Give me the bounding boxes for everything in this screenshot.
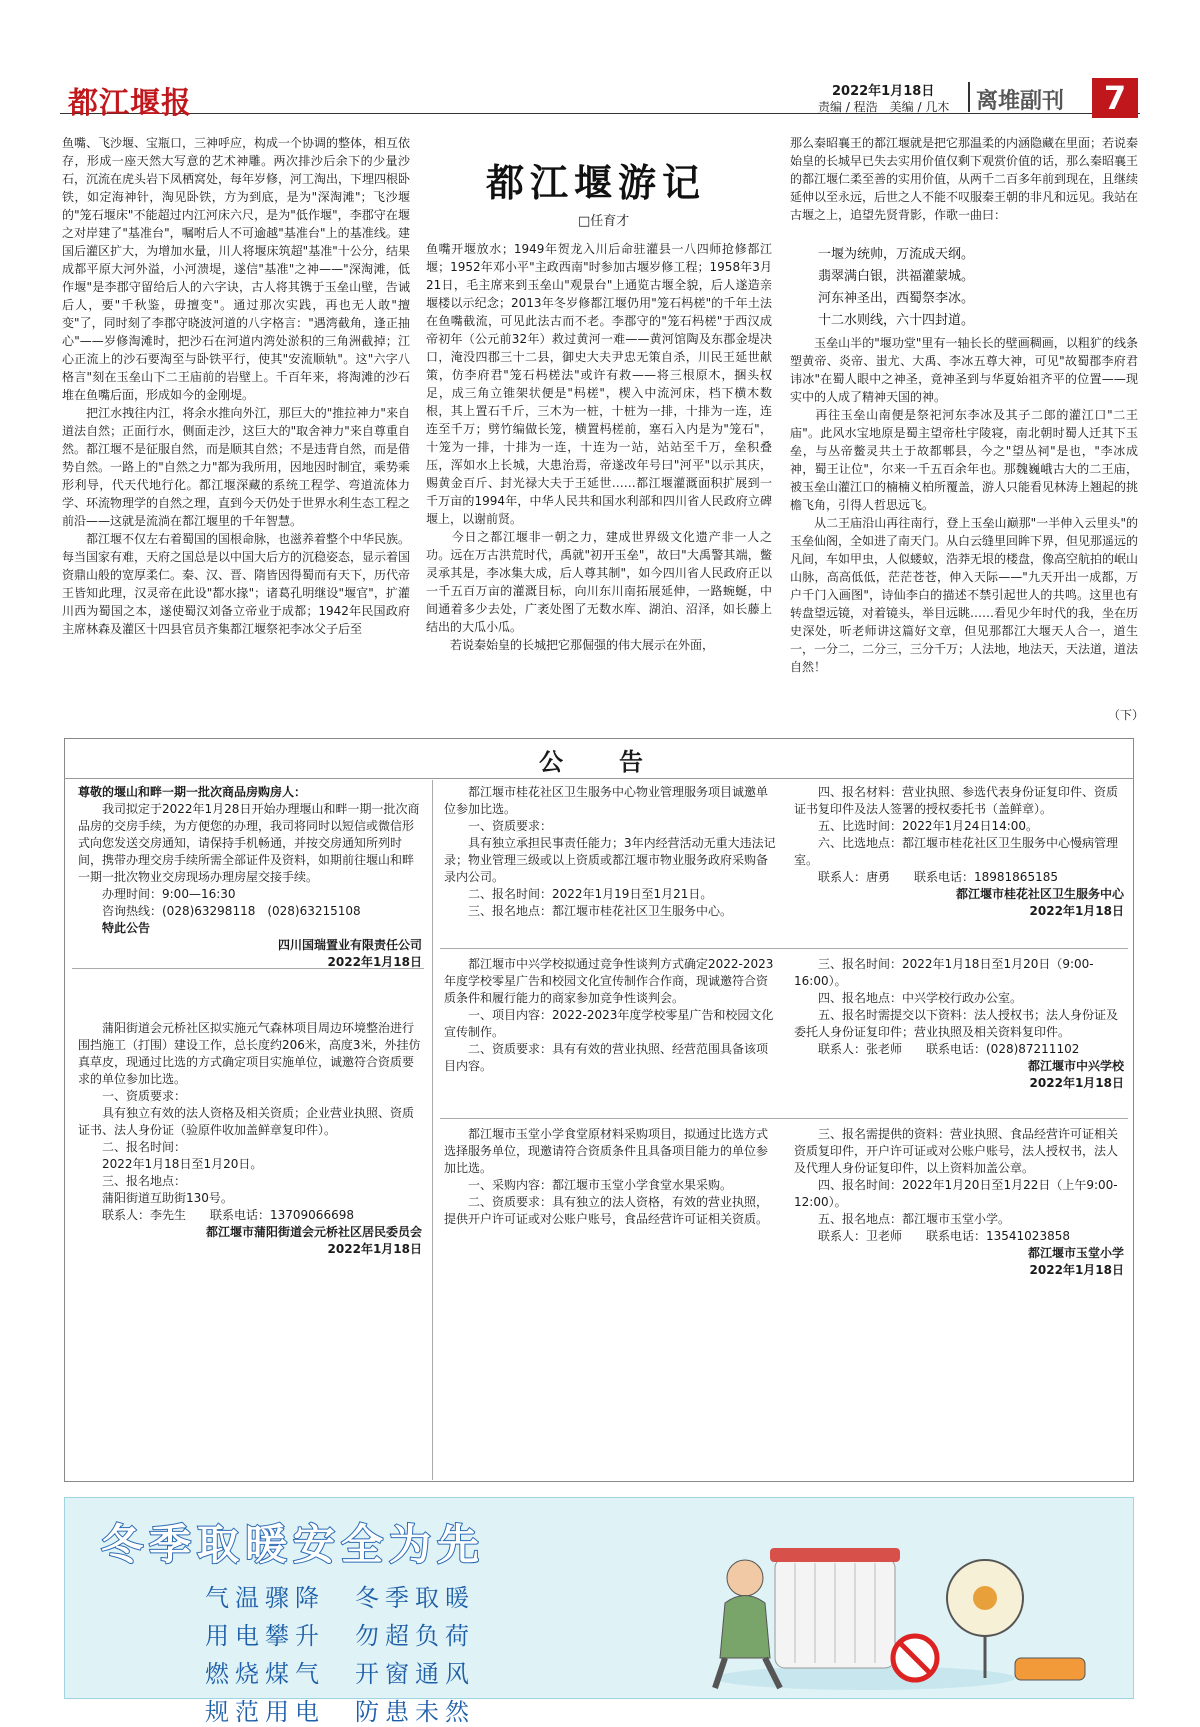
notice-property-mgmt-b — [794, 784, 1124, 920]
notice-req: 具有独立有效的法人资格及相关资质；企业营业执照、资质证书、法人身份证（验原件收加盖鲜章复印件）。 — [78, 1106, 415, 1137]
article-title: 都江堰游记 — [486, 160, 707, 205]
notice-date: 2022年1月18日 — [327, 955, 422, 969]
notice-time: 2022年1月18日至1月20日。 — [102, 1157, 263, 1171]
notice-school-ads-b — [794, 956, 1124, 1092]
notice-intro: 都江堰市中兴学校拟通过竞争性谈判方式确定2022-2023年度学校零星广告和校园文化宣传制作合作商，现诚邀符合资质条件和履行能力的商家参加竞争性谈判会。 — [444, 957, 774, 1005]
notice-loc: 蒲阳街道互助街130号。 — [102, 1191, 233, 1205]
notice-item: 一、项目内容：2022-2023年度学校零星广告和校园文化宣传制作。 — [444, 1008, 774, 1039]
notice-org: 都江堰市玉堂小学 — [1027, 1246, 1124, 1260]
notice-intro: 都江堰市玉堂小学食堂原材料采购项目，拟通过比选方式选择服务单位，现邀请符合资质条件且具备项目能力的单位参加比选。 — [444, 1127, 769, 1175]
banner-slogan: 用电攀升 勿超负荷 — [205, 1622, 475, 1650]
notice-intro: 都江堰市桂花社区卫生服务中心物业管理服务项目诚邀单位参加比选。 — [444, 785, 769, 816]
page-number-badge: 7 — [1092, 78, 1138, 118]
notice-req: 具有独立承担民事责任能力；3年内经营活动无重大违法记录；物业管理三级或以上资质或都江堰市物业服务政府采购备录内公司。 — [444, 836, 776, 884]
notice-phone: 咨询热线：(028)63298118 (028)63215108 — [102, 904, 361, 918]
announcement-heading-rule — [64, 778, 1134, 779]
article-column-3-bottom: 玉垒山半的"堰功堂"里有一轴长长的壁画稠画，以粗犷的线条塑黄帝、炎帝、蚩尤、大禹、李冰五尊大神，可见"故蜀郡李府君讳冰"在蜀人眼中之神圣，竟神圣到与华夏始祖齐平的位置——现实中的人成了精神天国的神。 再往玉垒山南便是祭祀河东李冰及其子二郎的灌江口"二王庙"。此风水宝地原是蜀主望帝杜宇陵寝，南北朝时蜀人迁其下玉垒，与丛帝鳖灵共土于故都郫县，今之"望丛祠"是也，"李冰成神，蜀王让位"，尔来一千五百余年也。那魏巍峨古大的二王庙，被玉垒山灌江口的楠楠义柏所覆盖，游人只能看见林涛上翘起的挑檐飞角，引得人哲思远飞。 从二王庙沿山再往南行，登上玉垒山巅那"一半伸入云里头"的玉垒仙阁，全如进了南天门。从白云缝里回眸下界，但见那遥远的凡间，车如甲虫，人似蝼蚁，浩莽无垠的楼盘，像高空航拍的岷山山脉，高高低低，茫茫苍苍，伸入天际——"九天开出一成都，万户千门入画图"，诗仙李白的描述不禁引起世人的共鸣。这里也有转盘望远镜，对着镜头，举目远眺……看见少年时代的我，坐在历史深处，听老师讲这篇好文章，但见那都江大堰天人合一，道生一，一分二，二分三，三分千万；人法地，地法天，天法道，道法自然！ — [790, 336, 1139, 674]
notice-req: 二、资质要求：具有有效的营业执照、经营范围具备该项目内容。 — [444, 1042, 769, 1073]
notice-materials: 五、报名时需提交以下资料：法人授权书；法人身份证及委托人身份证复印件；营业执照及相关资料复印件。 — [794, 1008, 1119, 1039]
heating-safety-banner — [64, 1497, 1134, 1726]
heater-warning-illustration — [685, 1508, 1125, 1698]
notice-req-heading: 一、资质要求： — [468, 819, 553, 833]
section-name: 离堆副刊 — [976, 89, 1065, 114]
article-column-3-top: 那么秦昭襄王的都江堰就是把它那温柔的内涵隐藏在里面；若说秦始皇的长城早已失去实用价值仅剩下观赏价值的话，那么秦昭襄王的都江堰仁柔至善的实用价值，从两千二百多年前到现在，且继续延伸以至永远，后世之人不能不叹服秦王朝的非凡和远见。我站在古堰之上，追望先贤背影，作歌一曲曰： — [790, 136, 1139, 222]
notice-contact: 联系人：唐勇 联系电话：18981865185 — [818, 870, 1058, 884]
notice-org: 都江堰市中兴学校 — [1027, 1059, 1124, 1073]
notice-org: 四川国瑞置业有限责任公司 — [277, 938, 422, 952]
notice-item: 一、采购内容：都江堰市玉堂小学食堂水果采购。 — [468, 1178, 733, 1192]
notice-closing: 特此公告 — [102, 921, 151, 935]
notice-org: 都江堰市蒲阳街道会元桥社区居民委员会 — [205, 1225, 422, 1239]
notice-date: 2022年1月18日 — [1029, 1076, 1124, 1090]
notice-loc: 五、报名地点：都江堰市玉堂小学。 — [818, 1212, 1011, 1226]
notice-fence-construction — [78, 1020, 422, 1258]
notice-housing-handover — [78, 784, 422, 971]
to-be-continued-mark: （下） — [1108, 708, 1145, 722]
notice-time: 二、报名时间：2022年1月19日至1月21日。 — [468, 887, 713, 901]
notice-time: 四、报名时间：2022年1月20日至1月22日（上午9:00-12:00）。 — [794, 1178, 1118, 1209]
notice-org: 都江堰市桂花社区卫生服务中心 — [955, 887, 1124, 901]
notice-date: 2022年1月18日 — [1029, 1263, 1124, 1277]
notice-school-canteen-b — [794, 1126, 1124, 1279]
notice-date: 2022年1月18日 — [1029, 904, 1124, 918]
notice-req: 二、资质要求：具有独立的法人资格，有效的营业执照，提供开户许可证或对公账户账号，食品经营许可证相关资质。 — [444, 1195, 769, 1226]
notice-materials: 三、报名需提供的资料：营业执照、食品经营许可证相关资质复印件，开户许可证或对公账户账号，法人授权书，法人及代理人身份证复印件，以上资料加盖公章。 — [794, 1127, 1119, 1175]
issue-date: 2022年1月18日 — [832, 84, 935, 99]
notice-time: 三、报名时间：2022年1月18日至1月20日（9:00-16:00）。 — [794, 957, 1094, 988]
notice-contact: 联系人：李先生 联系电话：13709066698 — [102, 1208, 354, 1222]
announcement-divider — [440, 1118, 1128, 1119]
article-column-2: 鱼嘴开堰放水；1949年贺龙入川后命驻灌县一八四师抢修都江堰；1952年邓小平"主政西南"时参加古堰岁修工程；1958年3月21日，毛主席来到玉垒山"观景台"上通览古堰全貌，后人遂造亲堰楼以示纪念；2013年冬岁修都江堰仍用"笼石杩槎"的千年土法在鱼嘴截流，可见此法古而不老。李郡守的"笼石杩槎"于西汉成帝初年（公元前32年）救过黄河一难——黄河馆陶及东郡金堤决口，淹没四郡三十二县，御史大夫尹忠无策自杀，川民王延世献策，仿李府君"笼石杩槎法"或许有救——将三根原木，捆头权足，成三角立锥架状便是"杩槎"，楔入中流河床，档下横木数根，其上置石千斤，三木为一桩，十桩为一排，十排为一连，连连至千万；劈竹编做长笼，横置杩槎前，塞石入内是为"笼石"，十笼为一排，十排为一连，十连为一站，站站至千万，垒积叠压，浑如水上长城，大患治焉，帝遂改年号曰"河平"以示其庆，赐黄金百斤、封光禄大夫于王延世……都江堰灌溉面积扩展到一千万亩的1994年，中华人民共和国水利部和四川省人民政府立碑堰上，以谢前贤。 今日之都江堰非一朝之力，建成世界级文化遗产非一人之功。远在万古洪荒时代，禹就"初开玉垒"，故曰"大禹警其端，鳖灵承其是，李冰集大成，后人尊其制"，如今四川省人民政府正以一千五百万亩的灌溉目标，向川东川南拓展延伸，一路蜿蜒，中间通着多少去处，广袤处图了无数水库、湖泊、沼泽，如长藤上结出的大瓜小瓜。 若说秦始皇的长城把它那倔强的伟大展示在外面， — [426, 242, 772, 652]
notice-intro: 蒲阳街道会元桥社区拟实施元气森林项目周边环境整治进行围挡施工（打围）建设工作，总长度约206米，高度3米，外挂仿真草皮，现通过比选的方式确定项目实施单位，诚邀符合资质要求的单位参加比选。 — [78, 1021, 421, 1086]
notice-date: 2022年1月18日 — [327, 1242, 422, 1256]
header-divider — [968, 82, 970, 112]
newspaper-logo: 都江堰报 — [68, 86, 192, 121]
article-author: □任育才 — [578, 214, 630, 229]
notice-hours: 办理时间：9:00—16:30 — [102, 887, 236, 901]
announcement-column-divider — [432, 780, 433, 1480]
banner-slogan: 规范用电 防患未然 — [205, 1698, 475, 1726]
announcement-heading: 公 告 — [539, 748, 659, 776]
notice-school-canteen-a — [444, 1126, 778, 1228]
notice-selection-time: 五、比选时间：2022年1月24日14:00。 — [818, 819, 1039, 833]
notice-contact: 联系人：卫老师 联系电话：13541023858 — [818, 1229, 1070, 1243]
notice-selection-place: 六、比选地点：都江堰市桂花社区卫生服务中心慢病管理室。 — [794, 836, 1119, 867]
article-column-1: 鱼嘴、飞沙堰、宝瓶口，三神呼应，构成一个协调的整体，相互依存，形成一座天然大写意的艺术神雕。两次排沙后余下的少量沙石，沉流在虎头岩下凤栖窝处，每年岁修，河工淘出，下埋四根卧铁，如定海神针，淘见卧铁，方为到底，是为"深淘滩"；飞沙堰的"笼石堰床"不能超过内江河床六尺，是为"低作堰"，李郡守在堰之对岸建了"基准台"，嘱咐后人不可逾越"基准台"上的基准线。建国后灌区扩大，为增加水量，川人将堰床筑超"基准"十公分，结果成都平原大河外溢，小河溃堤，遂信"基准"之神——"深淘滩，低作堰"是李郡守留给后人的六字诀，古人将其镌于玉垒山壁，告诫后人，要"千秋鉴，毋擅变"。通过那次实践，再也无人敢"擅变"了，同时刻了李郡守晓波河道的八字格言："遇湾截角，逢正抽心"——岁修淘滩时，把沙石在河道内湾处淤积的三角洲截掉；江心正流上的沙石要淘至与卧铁平行，使其"安流顺轨"。这"六字八格言"刻在玉垒山下二王庙前的岩壁上。千百年来，将淘滩的沙石堆在鱼嘴后面，形成如今的金刚堤。 把江水拽往内江，将余水推向外江，那巨大的"推拉神力"来自道法自然；正面行水，侧面走沙，这巨大的"取舍神力"来自尊重自然。都江堰不是征服自然，而是顺其自然；不是违背自然，而是借势自然。一路上的"自然之力"都为我所用，因地因时制宜，乘势乘形利导，代天代地行化。都江堰深藏的系统工程学、弯道流体力学、环流物理学的自然之理，直到今天仍处于世界水利生态工程之前沿——这就是流淌在都江堰里的千年智慧。 都江堰不仅左右着蜀国的国根命脉，也滋养着整个中华民族。每当国家有难，天府之国总是以中国大后方的沉稳姿态，显示着国资鼎山般的宽厚柔仁。秦、汉、晋、隋皆因得蜀而有天下，历代帝王皆知此理，汉灵帝在此设"都水掾"；诸葛孔明继设"堰官"，扩灌川西为蜀国之本，遂使蜀汉刘备立帝业于成都；1942年民国政府主席林森及灌区十四县官员齐集都江堰祭祀李冰父子后至 — [62, 136, 411, 636]
notice-time-heading: 二、报名时间： — [102, 1140, 187, 1154]
banner-title: 冬季取暖安全为先 — [101, 1520, 486, 1569]
notice-school-ads-a — [444, 956, 778, 1075]
editor-credits: 责编 / 程浩 美编 / 几木 — [818, 100, 950, 114]
notice-property-mgmt-a — [444, 784, 778, 920]
notice-salutation: 尊敬的堰山和畔一期一批次商品房购房人： — [78, 785, 307, 799]
notice-loc: 四、报名地点：中兴学校行政办公室。 — [818, 991, 1023, 1005]
banner-slogan: 燃烧煤气 开窗通风 — [205, 1660, 475, 1688]
announcement-divider — [440, 948, 1128, 949]
notice-req-heading: 一、资质要求： — [102, 1089, 187, 1103]
notice-body: 我司拟定于2022年1月28日开始办理堰山和畔一期一批次商品房的交房手续，为方便您的办理，我司将同时以短信或微信形式向您发送交房通知，请保持手机畅通，并按交房通知所列时间，携带办理交房手续所需全部证件及资料，如期前往堰山和畔一期一批次物业交房现场办理房屋交接手续。 — [78, 802, 420, 884]
article-poem: 一堰为统帅，万流成天纲。 翡翠满白银，洪福灌蒙城。 河东神圣出，西蜀祭李冰。 十二水则线，六十四封道。 — [818, 247, 975, 328]
banner-slogan: 气温骤降 冬季取暖 — [205, 1584, 475, 1612]
notice-loc-heading: 三、报名地点： — [102, 1174, 187, 1188]
notice-contact: 联系人：张老师 联系电话：(028)87211102 — [818, 1042, 1080, 1056]
notice-materials: 四、报名材料：营业执照、参选代表身份证复印件、资质证书复印件及法人签署的授权委托书（盖鲜章）。 — [794, 785, 1119, 816]
notice-loc: 三、报名地点：都江堰市桂花社区卫生服务中心。 — [468, 904, 733, 918]
